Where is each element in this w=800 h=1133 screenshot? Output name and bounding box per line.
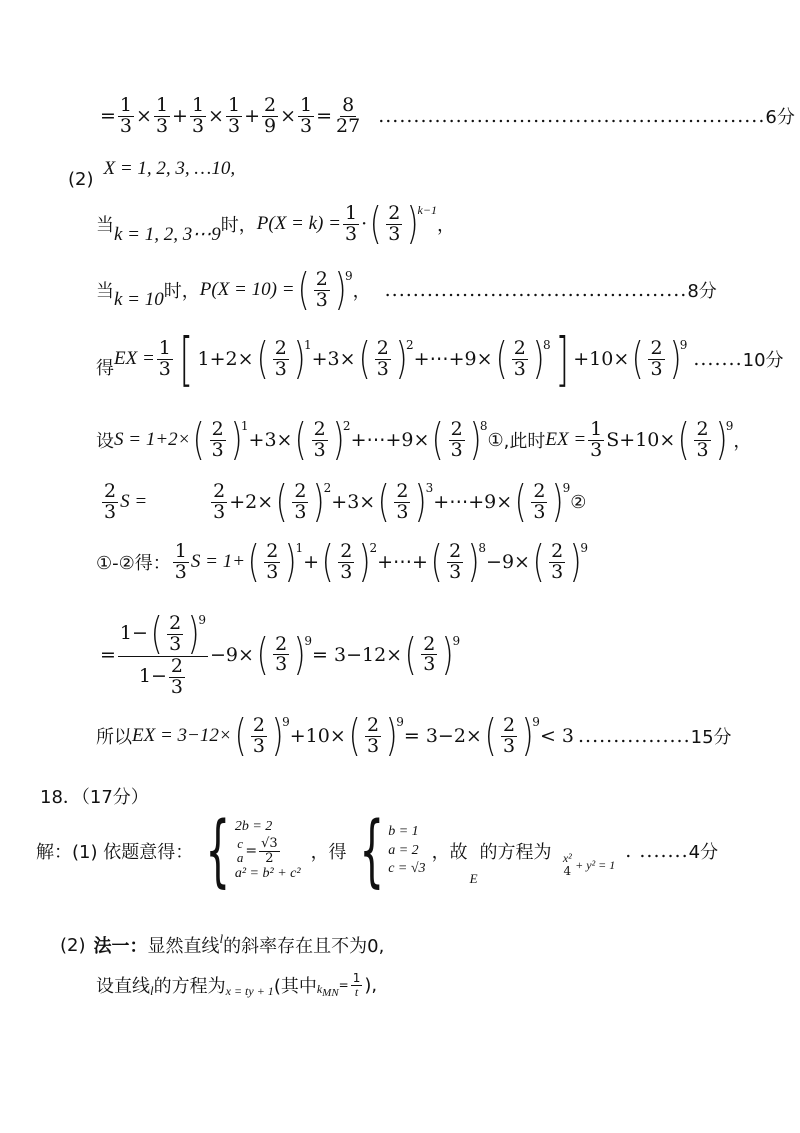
score-4: 4分: [688, 842, 719, 863]
score-6: 6分: [765, 107, 795, 129]
line-part2-values: (2) X = 1, 2, 3, …10,: [68, 158, 236, 190]
line-subtract: ①-②得： 1 3 S = 1+ ( 2 3 ) $^1$ + ( 2 3 ) $^2$ +⋯+ ( 2 3 ) $^8$ −9× ( 2 3 ) $^9$: [96, 536, 589, 587]
line-set-s: 设 S = 1+2× ( 2 3 ) $^1$ +3× ( 2 3 ) $^2$ +⋯+9× ( 2 3 ) $^8$ ① ,此时 EX = $\frac{1}{3}$ S+10× ( 2 3 ) $^9$ ，: [96, 414, 752, 465]
fraction: $\frac{1}{3}$: [119, 94, 133, 137]
question-18-title: 18．（17分）: [40, 787, 149, 808]
line-pk: 当 k = 1, 2, 3⋯9 时， P(X = k) = $\frac{1}{3}$ · ( 2 3 ) $^{k-1}$ ，: [96, 198, 455, 249]
line-ex-sum: 得 EX = $\frac{1}{3}$ [ 1+2× ( 2 3 ) $^1$ +3× ( 2 3 ) $^2$ +⋯+9× ( 2 3 ) $^8$ ] +10× ( 2 3 ) $^9$ ....... 10分: [96, 325, 784, 393]
line-p10: 当 k = 10 时， P(X = 10) = ( 2 3 ) $^9$ ， ........................................... 8分: [96, 264, 717, 315]
line-final-ex: 所以 EX = 3−12× ( 2 3 ) $^9$ +10× ( 2 3 ) $^9$ = 3−2× ( 2 3 ) $^9$ < 3 ................ 15分: [96, 710, 732, 761]
score-15: 15分: [690, 727, 732, 748]
line-set-line: 设直线 l 的方程为 x = ty + 1 (其中 k MN = $\frac{1}{t}$ ),: [96, 971, 378, 1000]
score-10: 10分: [742, 350, 784, 371]
system-result: b = 1 a = 2 c = √3: [388, 823, 426, 877]
line-method-1: (2) 法一： 显然直线 l 的斜率存在且不为0,: [60, 931, 385, 957]
line-part1-solution: 解：(1) 依题意得： { 2b = 2 c a = $\frac{√3}{2}$ a² = b² + c² ，得 { b = 1 a = 2 c = √3 ，故 E 的方程为 x² 4 + y² = 1 . ....... 4分: [36, 806, 719, 896]
system-given: 2b = 2 c a = $\frac{√3}{2}$ a² = b² + c²: [234, 818, 301, 882]
line-two-thirds-s: 2 3 S = 2 3 +2× ( 2 3 ) $^2$ +3× ( 2 3 ) $^3$ +⋯+9× ( 2 3 ) $^9$ ②: [104, 476, 587, 527]
line-prob-result: = $\frac{1}{3}$ × $\frac{1}{3}$ + $\frac{1}{3}$ × $\frac{1}{3}$ + $\frac{2}{9}$ × $\frac{1}{3}$ = $\frac{8}{27}$ ....................................................... 6分: [100, 94, 795, 137]
line-geometric-sum: = 1− ( 2 3 ) $^9$ 1− $\frac{2}{3}$ −9× ( 2 3 ) $^9$ = 3−12× ( 2 3 ) $^9$: [100, 608, 461, 698]
score-8: 8分: [687, 281, 717, 302]
